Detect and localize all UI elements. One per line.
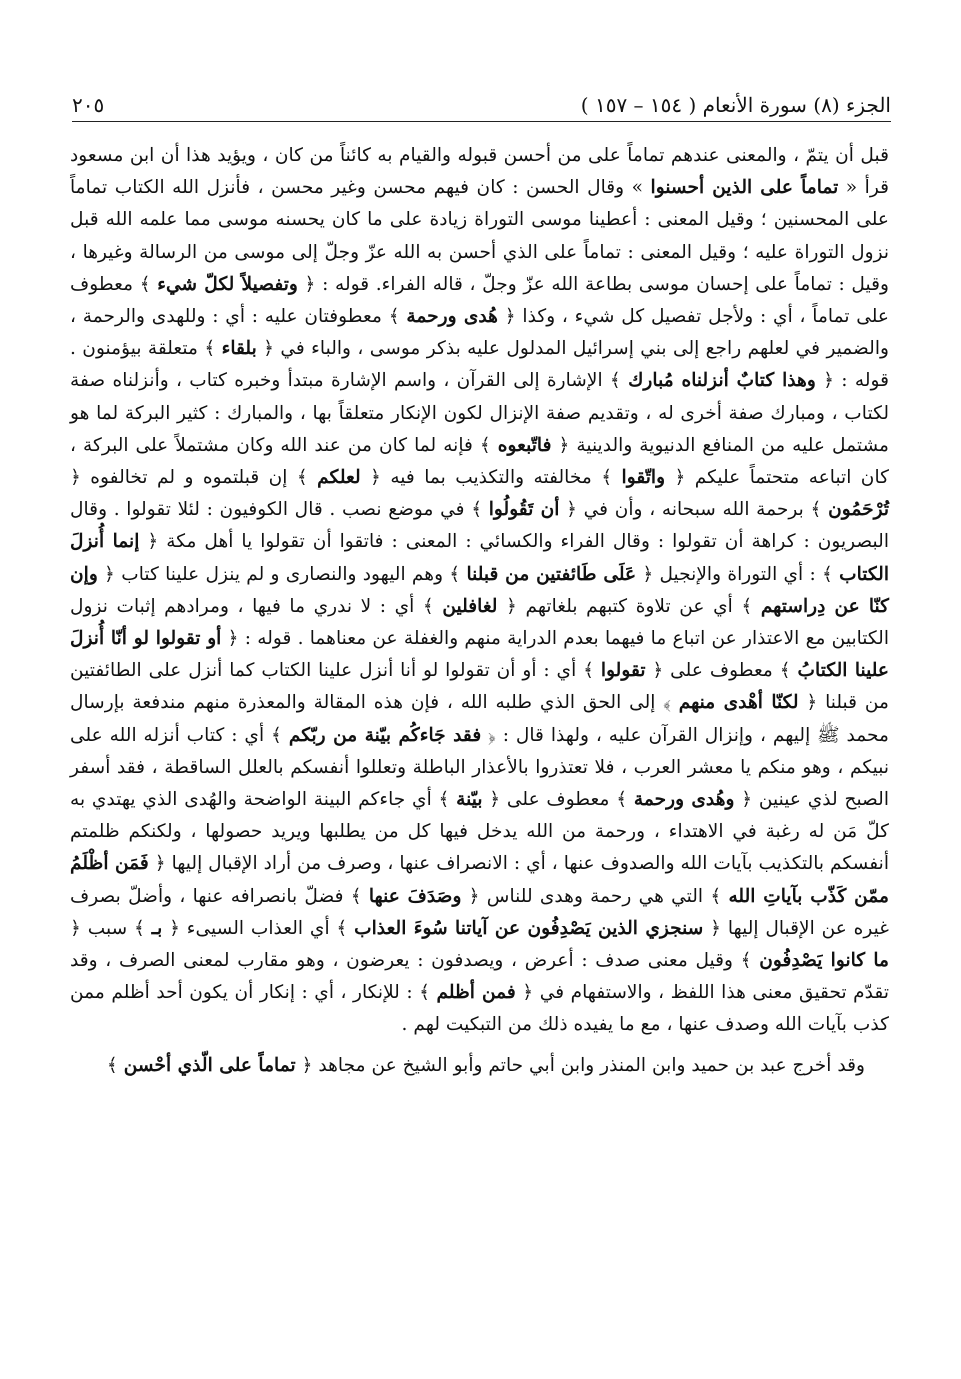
text-run: ﴾ فإنه لما كان من عند الله وكان مشتملاً على البركة ، كان اتباعه متحتماً عليكم ﴿ (70, 434, 889, 489)
text-run: ﴾ فضلّ بانصرافه عنها ، وأضلّ بصرف غيره عن الإقبال إليها ﴿ (70, 885, 889, 939)
text-run: ﴾ : للإنكار ، أي : إنكار أن يكون أحد أظلم ممن كذب بآيات الله وصدف عنها ، مع ما يفيده ذلك من التبكيت لهم . (70, 982, 889, 1036)
quran-quote: لعلكم (317, 467, 361, 489)
text-run: ﴾ مخالفته والتكذيب بما فيه ﴿ (360, 467, 622, 489)
quran-quote: إنما أُنزلَ الكتاب (70, 531, 890, 585)
text-run: ﴾ التي هي رحمة وهدى للناس ﴿ (461, 885, 729, 907)
running-head: الجزء (٨) سورة الأنعام ( ١٥٤ – ١٥٧ ) (580, 93, 891, 117)
page-number: ٢٠٥ (72, 93, 105, 117)
quran-quote: فَمَن أظْلَمُ ممّن كَذّب بآياتِ الله (70, 853, 889, 907)
text-run: ﴾ وهم اليهود والنصارى و لم ينزل علينا كتاب ﴿ (97, 563, 467, 585)
text-run: ﴾ إلى الحق الذي طلبه الله ، فإن هذه المقالة والمعذرة منهم مندفعة بإرسال محمد ﷺ إليهم ، وإنزال القرآن عليه ، ولهذا قال : ﴿ (70, 692, 890, 746)
quran-quote: وإن كنّا عن دِراستهم (70, 563, 889, 617)
quran-quote: فمن أظلم (436, 982, 516, 1004)
text-run: ﴾ أي العذاب السيىء ﴿ (162, 917, 355, 939)
quran-quote: وهذا كتابٌ أنزلناه مُبارك (628, 370, 816, 392)
page-header (72, 84, 891, 122)
quran-quote: فقد جَاءكُم بيّنة من ربّكم (288, 724, 482, 746)
text-run: ﴾ وقيل معنى صدف : أعرض ، ويصدفون : يعرضون ، وهو مقارب لمعنى الصرف ، وقد تقدّم تحقيق معنى هذا اللفظ ، والاستفهام في ﴿ (70, 950, 889, 1004)
quran-quote: أو تقولوا لو أنّا أُنزلَ علينا الكتابُ (70, 628, 889, 682)
page-body (70, 140, 889, 1082)
text-run: ﴾ أي : لا ندري ما فيها ، ومرادهم إثبات نزول الكتابين مع الاعتذار عن اتباع ما فيهما بعدم الدراية منهم والغفلة عن معناهما . قوله : ﴿ (70, 595, 889, 650)
quran-quote: بـ (151, 917, 163, 939)
text-run: ﴾ معطوفتان عليه : أي : وللهدى والرحمة ، والضمير في لعلهم راجع إلى بني إسرائيل المدلول عليه بذكر موسى ، والباء في ﴿ (70, 306, 889, 360)
text-run: ﴾ أي جاءكم البينة الواضحة والهُدى الذي يهتدي به كلّ مَن له رغبة في الاهتداء ، ورحمة من الله يدخل فيها كل من يطلبها ويريد حصولها ، ولكنكم ظلمتم أنفسكم بالتكذيب بآيات الله والصدوف عنها ، أي : الانصراف عنها ، وصرف من أراد الإقبال إليها ﴿ (70, 789, 889, 875)
quran-quote: عَلَى طَائفتين من قبلنا (466, 563, 637, 585)
text-run: » وقال الحسن : كان فيهم محسن وغير محسن ، فأنزل الله الكتاب تماماً على المحسنين ؛ وقيل المعنى : أعطينا موسى التوراة زيادة على ما كان يحسنه موسى مما علمه الله قبل نزول التوراة عليه ؛ وقيل المعنى : تماماً على الذي أحسن به الله عزّ وجلّ إلى موسى من الرسالة وغيرها ، وقيل : تماماً على إحسان موسى بطاعة الله عزّ وجلّ ، قاله الفراء. قوله : ﴿ (70, 177, 889, 295)
quran-quote: لغافلين (442, 595, 498, 617)
quran-quote: بلقاء (221, 338, 257, 360)
quran-quote: وصَدَفَ عنها (368, 885, 462, 907)
quran-quote: أن تَقُولُوا (488, 499, 560, 521)
text-run: ﴾ الإشارة إلى القرآن ، واسم الإشارة مبتدأ وخبره كتاب ، وأنزلناه صفة لكتاب ، ومبارك صفة أخرى له ، وتقديم صفة الإنزال لكون الإنكار متعلقاً بها ، والمبارك : كثير البركة لما هو مشتمل عليه من المنافع الدنيوية والدينية ﴿ (70, 370, 889, 456)
quran-quote: وتفصيلاً لكلّ شيء (157, 273, 298, 295)
text-run: قبل أن يتمّ ، والمعنى عندهم تماماً على من أحسن قبوله والقيام به كائناً من كان ، ويؤيد هذا أن ابن مسعود قرأ « (70, 145, 889, 199)
text-run: ﴾ متعلقة بيؤمنون . قوله : ﴿ (70, 338, 889, 392)
text-run: ﴾ أي عن تلاوة كتبهم بلغاتهم ﴿ (497, 595, 761, 617)
paragraph-commentary (70, 140, 889, 1042)
quran-quote: فاتّبعوه (497, 434, 552, 456)
text-run: ﴾ معطوف على ﴿ (482, 789, 634, 811)
text-run: ﴾ أي : أو أن تقولوا لو أنا أنزل علينا الكتاب كما أنزل على الطائفتين من قبلنا ﴿ (70, 660, 889, 714)
quran-quote: تماماً على الّذي أحْسن (123, 1054, 296, 1076)
text-run: ﴾ إن قبلتموه و لم تخالفوه ﴿ (70, 467, 318, 489)
text-run: ﴾ (106, 1054, 124, 1076)
text-run: وقد أخرج عبد بن حميد وابن المنذر وابن أبي حاتم وأبو الشيخ عن مجاهد ﴿ (295, 1054, 865, 1076)
quran-quote: وهُدى ورحمة (633, 789, 735, 811)
quran-quote: تُرْحَمُون (828, 499, 890, 521)
quran-quote: بيّنة (456, 789, 483, 811)
paragraph-narrations (70, 1050, 889, 1082)
text-run: ﴾ أي : كتاب أنزله الله على نبيكم ، وهو منكم يا معشر العرب ، فلا تعتذروا بالأعذار الباطلة وتعللوا أنفسكم بالعلل الساقطة ، فقد أسفر الصبح لذي عينين ﴿ (70, 724, 890, 811)
text-run: ﴾ في موضع نصب . قال الكوفيون : لئلا تقولوا . وقال البصريون : كراهة أن تقولوا : وقال الفراء والكسائي : المعنى : فاتقوا أن تقولوا يا أهل مكة ﴿ (70, 499, 890, 553)
quran-quote: هُدى ورحمة (406, 306, 498, 328)
text-run: ﴾ : أي التوراة والإنجيل ﴿ (636, 563, 840, 585)
quran-quote: سنجزي الذين يَصْدِفُون عن آياتنا سُوءَ العذاب (354, 917, 704, 939)
quran-quote: لكنّا أهْدى منهم (678, 692, 799, 714)
text-run: ﴾ معطوف على ﴿ (645, 660, 798, 682)
quran-quote: واتّقوا (621, 467, 666, 489)
quran-quote: ما كانوا يَصْدِفُون (759, 950, 889, 972)
quran-quote: تماماً على الذين أحسنوا (650, 177, 839, 199)
text-run: ﴾ برحمة الله سبحانه ، وأن في ﴿ (559, 499, 829, 521)
text-run: ﴾ سبب ﴿ (70, 917, 152, 939)
text-run: ﴾ معطوف على تماماً ، أي : ولأجل تفصيل كل شيء ، وكذا ﴿ (70, 273, 890, 328)
quran-quote: تقولوا (600, 660, 646, 682)
